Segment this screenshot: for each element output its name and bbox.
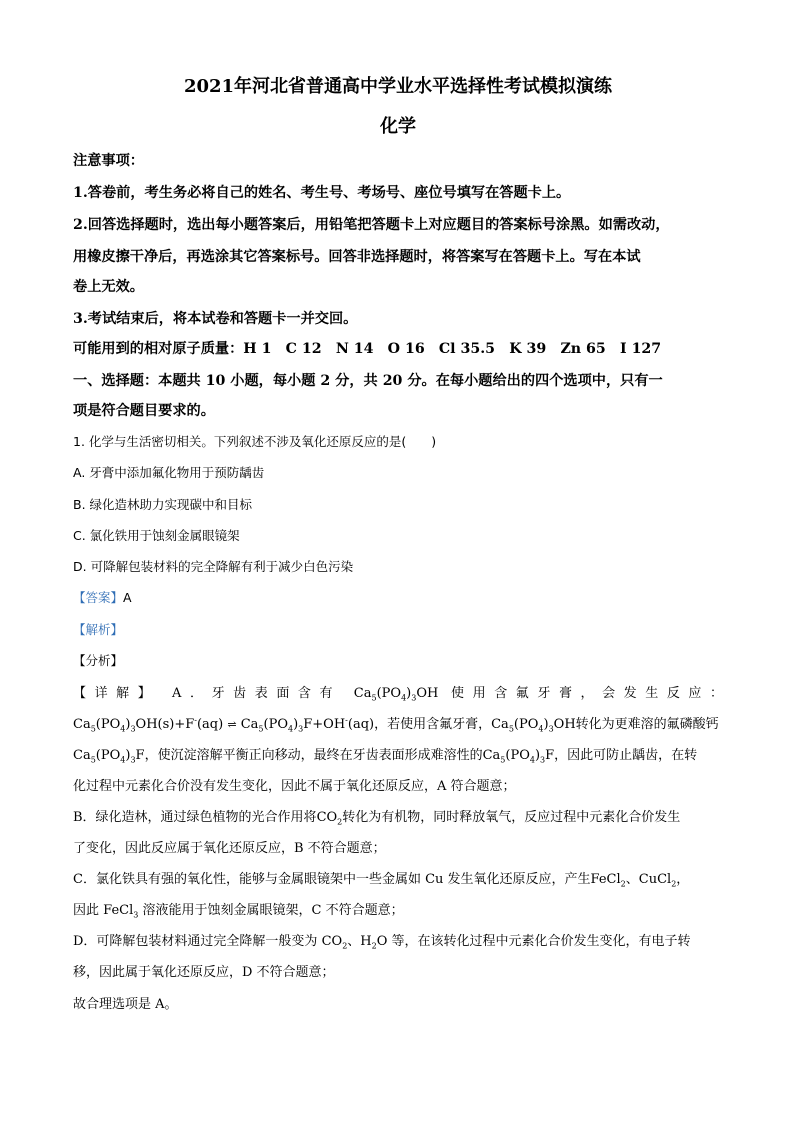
detail-a-text-2-end: 转化为更难溶的氟磷酸钙 bbox=[575, 717, 719, 732]
notice-item-2-line-1: 2.回答选择题时，选出每小题答案后，用铅笔把答题卡上对应题目的答案标号涂黑。如需改动， bbox=[73, 217, 670, 233]
analysis-tag: 【解析】 bbox=[73, 622, 124, 637]
detail-a-text-2: ，若使用含氟牙膏， bbox=[374, 717, 492, 732]
question-1-option-a: A. 牙膏中添加氟化物用于预防龋齿 bbox=[73, 465, 265, 480]
question-1-option-d: D. 可降解包装材料的完全降解有利于减少白色污染 bbox=[73, 559, 354, 574]
detail-a-line-4: 化过程中元素化合价没有发生变化，因此不属于氧化还原反应，A 符合题意； bbox=[73, 779, 516, 794]
detail-c-text-2b: 溶液能用于蚀刻金属眼镜架，C 不符合题意； bbox=[142, 903, 404, 918]
detail-a-text-3-end: ，因此可防止龋齿，在转 bbox=[554, 748, 698, 763]
formula-co2: $CO_2$ bbox=[316, 810, 343, 827]
notice-item-2-line-3: 卷上无效。 bbox=[73, 279, 144, 295]
formula-fluorapatite: $Ca_5(PO_4)_3F$ bbox=[73, 748, 145, 765]
formula-hydroxyapatite-2: $Ca_5(PO_4)_3OH$ bbox=[491, 717, 576, 734]
detail-d-text-1b: 等，在该转化过程中元素化合价发生变化，有电子转 bbox=[391, 934, 691, 949]
question-1-option-c: C. 氯化铁用于蚀刻金属眼镜架 bbox=[73, 528, 240, 543]
formula-co2-h2o: $CO_2$、$H_2O$ bbox=[317, 934, 392, 951]
question-1-option-b: B. 绿化造林助力实现碳中和目标 bbox=[73, 497, 253, 512]
subject-title: 化学 bbox=[380, 116, 416, 137]
formula-fluorapatite-2: $Ca_5(PO_4)_3F$ bbox=[482, 748, 555, 765]
notice-item-2-line-2: 用橡皮擦干净后，再选涂其它答案标号。回答非选择题时，将答案写在答题卡上。写在本试 bbox=[73, 249, 641, 265]
detail-c-line-2 bbox=[73, 899, 723, 918]
detail-c-text-1a: C．氯化铁具有强的氧化性，能够与金属眼镜架中一些金属如 Cu 发生氧化还原反应，产生 bbox=[73, 872, 591, 887]
detail-b-line-1 bbox=[73, 806, 723, 825]
detail-a-text-3: ，使沉淀溶解平衡正向移动，最终在牙齿表面形成难溶性的 bbox=[144, 748, 483, 763]
detail-d-text-1a: D．可降解包装材料通过完全降解一般变为 bbox=[73, 934, 318, 949]
answer-value: A bbox=[123, 590, 132, 605]
detail-a-text-1b: 使用含氟牙膏，会发生反应： bbox=[451, 686, 723, 701]
section-heading-line-2: 项是符合题目要求的。 bbox=[73, 403, 215, 419]
detail-b-line-2: 了变化，因此反应属于氧化还原反应，B 不符合题意； bbox=[73, 841, 386, 856]
answer-tag: 【答案】 bbox=[73, 590, 124, 605]
detail-b-text-1a: B．绿化造林，通过绿色植物的光合作用将 bbox=[73, 810, 317, 825]
detail-d-line-2: 移，因此属于氧化还原反应，D 不符合题意； bbox=[73, 965, 335, 980]
equilibrium-arrow-icon: ⇌ bbox=[227, 718, 237, 731]
formula-hydroxyapatite: $Ca_5(PO_4)_3OH$ bbox=[353, 686, 439, 703]
exam-title: 2021年河北省普通高中学业水平选择性考试模拟演练 bbox=[183, 76, 613, 97]
detail-c-line-1 bbox=[73, 868, 723, 887]
section-heading-line-1: 一、选择题：本题共 10 小题，每小题 2 分，共 20 分。在每小题给出的四个选项中，只有一 bbox=[73, 373, 663, 389]
question-1-stem: 1. 化学与生活密切相关。下列叙述不涉及氧化还原反应的是( ) bbox=[73, 434, 437, 449]
notice-item-3: 3.考试结束后，将本试卷和答题卡一并交回。 bbox=[73, 311, 358, 327]
detail-tag: 【详解】 bbox=[73, 686, 160, 701]
conclusion-line: 故合理选项是 A。 bbox=[73, 997, 178, 1012]
detail-a-line-2 bbox=[73, 713, 723, 732]
detail-c-text-2a: 因此 bbox=[73, 903, 100, 918]
notice-item-1: 1.答卷前，考生务必将自己的姓名、考生号、考场号、座位号填写在答题卡上。 bbox=[73, 185, 571, 201]
detail-a-line-3 bbox=[73, 744, 723, 763]
fenxi-tag: 【分析】 bbox=[73, 653, 124, 668]
detail-d-line-1 bbox=[73, 930, 723, 949]
detail-b-text-1b: 转化为有机物，同时释放氧气，反应过程中元素化合价发生 bbox=[342, 810, 681, 825]
answer-line bbox=[73, 588, 723, 606]
detail-a-text-1: A．牙齿表面含有 bbox=[172, 686, 342, 701]
notice-heading: 注意事项： bbox=[73, 153, 144, 169]
formula-fecl3: FeCl$_3$ bbox=[99, 903, 139, 920]
equilibrium-equation: $Ca_5(PO_4)_3OH(s)+F^-(aq)$ ⇌ $Ca_5(PO_4)_3F+OH^-(aq)$ bbox=[73, 715, 375, 734]
detail-a-line-1 bbox=[73, 682, 723, 701]
atomic-mass-line: 可能用到的相对原子质量：H 1 C 12 N 14 O 16 Cl 35.5 K 39 Zn 65 I 127 bbox=[73, 341, 662, 357]
formula-fecl2-cucl2: FeCl$_2$、CuCl$_2$， bbox=[590, 872, 690, 889]
